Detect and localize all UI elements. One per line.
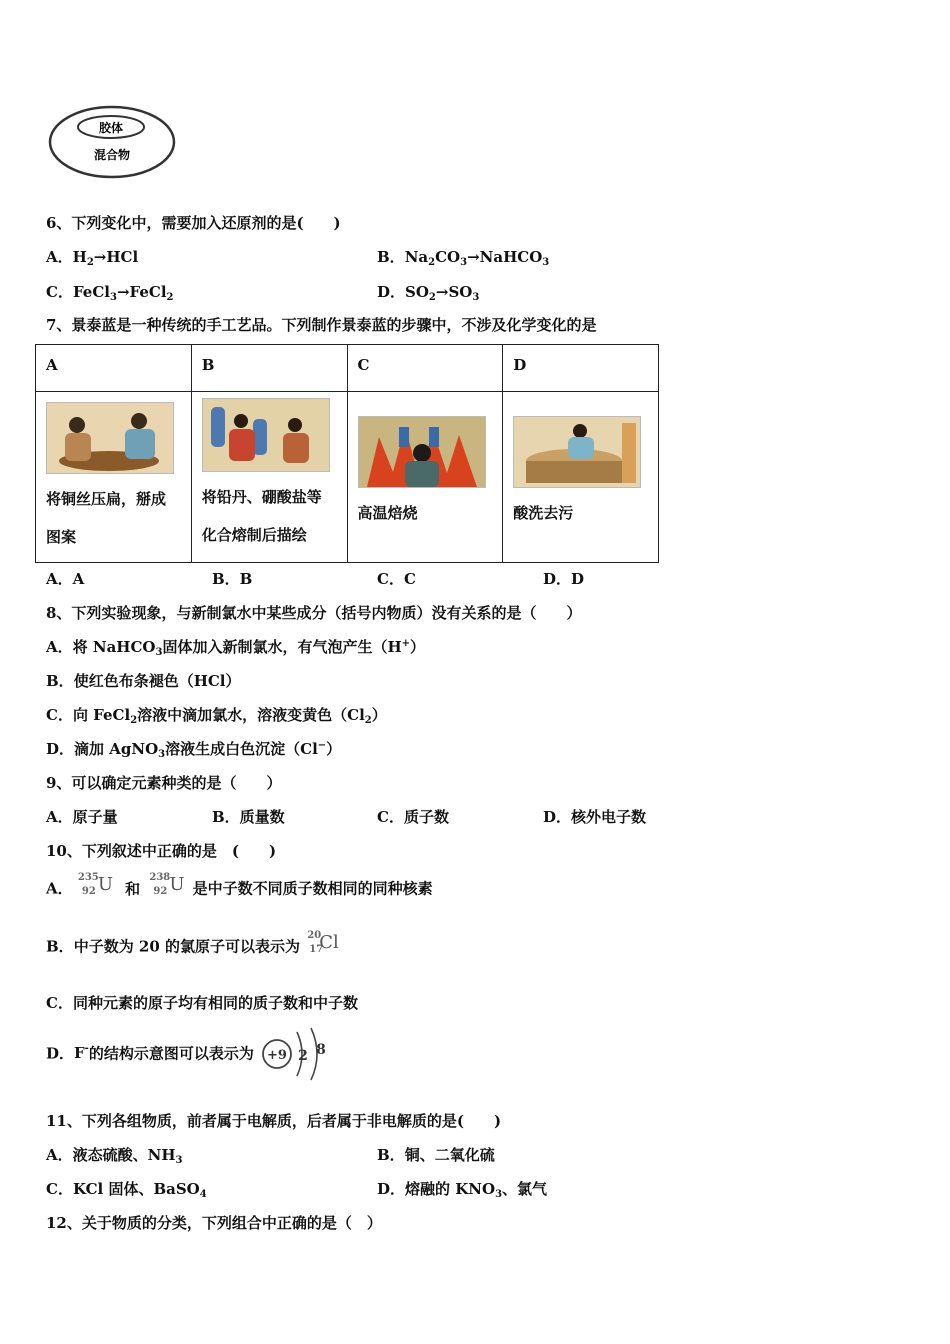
q7-header-d: D	[503, 345, 659, 392]
q11-option-a[interactable]: A．液态硫酸、$NH_3$	[46, 1146, 183, 1166]
nucleus-charge-label: +9	[267, 1048, 288, 1063]
q9-option-c[interactable]: C．质子数	[377, 808, 449, 826]
q6-option-c[interactable]: C．FeCl$_3$→FeCl$_2$	[46, 283, 174, 303]
q6-option-d[interactable]: D．$SO_2\to SO_3$	[377, 283, 480, 303]
q11-option-d[interactable]: D．熔融的 $KNO_3$、氯气	[377, 1180, 548, 1200]
q7-stem: 7、景泰蓝是一种传统的手工艺品。下列制作景泰蓝的步骤中，不涉及化学变化的是	[46, 316, 597, 334]
fluoride-ion-structure-diagram	[259, 1024, 331, 1082]
q10-option-b[interactable]: B．中子数为 20 的氯原子可以表示为 20 17 Cl	[46, 932, 345, 960]
q7-image-c	[358, 416, 486, 488]
q7-image-b	[202, 398, 330, 472]
q7-header-c: C	[347, 345, 503, 392]
q7-image-d	[513, 416, 641, 488]
q11-stem: 11、下列各组物质，前者属于电解质，后者属于非电解质的是( )	[46, 1112, 502, 1130]
q6-option-b[interactable]: B．$Na_2CO_3\to NaHCO_3$	[377, 248, 550, 268]
q7-image-a	[46, 402, 174, 474]
outer-ellipse	[50, 107, 174, 177]
q9-option-a[interactable]: A．原子量	[46, 808, 118, 826]
q7-text-d: 酸洗去污	[513, 504, 574, 522]
q7-header-b: B	[191, 345, 347, 392]
q7-table	[35, 344, 659, 563]
q8-option-b[interactable]: B．使红色布条褪色（HCl）	[46, 672, 241, 690]
q7-text-c: 高温焙烧	[357, 504, 418, 522]
q6-option-a[interactable]: A．$H_2\to HCl$	[46, 248, 139, 268]
q8-option-a[interactable]: A．将 NaHCO$_3$固体加入新制氯水，有气泡产生（H+）	[46, 638, 426, 658]
isotope-u235: 235 92 U	[77, 872, 114, 897]
q8-option-d[interactable]: D．滴加 AgNO$_3$溶液生成白色沉淀（Cl−）	[46, 740, 342, 760]
q7-cell-b	[191, 392, 347, 563]
q8-stem: 8、下列实验现象，与新制氯水中某些成分（括号内物质）没有关系的是（ ）	[46, 604, 582, 622]
q7-option-b[interactable]: B．B	[212, 570, 253, 588]
q10-option-c[interactable]: C．同种元素的原子均有相同的质子数和中子数	[46, 994, 358, 1012]
q7-text-b: 将铅丹、硼酸盐等化合熔制后描绘	[201, 488, 322, 544]
q7-option-d[interactable]: D．D	[543, 570, 585, 588]
q8-option-c[interactable]: C．向 FeCl$_2$溶液中滴加氯水，溶液变黄色$(Cl_2)$	[46, 706, 387, 726]
isotope-u238: 238 92 U	[149, 872, 185, 897]
q10-option-d[interactable]: D．F-的结构示意图可以表示为 +9 2 8	[46, 1024, 331, 1082]
venn-diagram	[47, 103, 177, 179]
q7-cell-d	[503, 392, 659, 563]
q9-option-b[interactable]: B．质量数	[212, 808, 285, 826]
shell1-electrons: 2	[298, 1048, 308, 1064]
q10-stem: 10、下列叙述中正确的是 ( )	[46, 842, 277, 860]
q7-cell-c	[347, 392, 503, 563]
q12-stem: 12、关于物质的分类，下列组合中正确的是（ ）	[46, 1214, 382, 1232]
venn-inner-label: 胶体	[98, 121, 124, 135]
q11-option-b[interactable]: B．铜、二氧化硫	[377, 1146, 495, 1164]
shell2-electrons: 8	[316, 1042, 326, 1058]
isotope-cl37: 20 17 Cl	[307, 930, 339, 955]
venn-outer-label: 混合物	[93, 148, 131, 162]
q7-text-a: 将铜丝压扁，掰成图案	[46, 490, 167, 546]
q9-option-d[interactable]: D．核外电子数	[543, 808, 647, 826]
q7-cell-a	[36, 392, 192, 563]
q9-stem: 9、可以确定元素种类的是（ ）	[46, 774, 282, 792]
q10-option-a[interactable]: A． 235 92 U 和 238 92 U 是中子数不同质子数相同的同种核素	[46, 874, 433, 902]
q7-option-a[interactable]: A．A	[46, 570, 85, 588]
q7-header-a: A	[36, 345, 192, 392]
q7-option-c[interactable]: C．C	[377, 570, 416, 588]
q11-option-c[interactable]: C．KCl 固体、BaSO$_4$	[46, 1180, 207, 1200]
q6-stem: 6、下列变化中，需要加入还原剂的是( )	[46, 214, 341, 232]
